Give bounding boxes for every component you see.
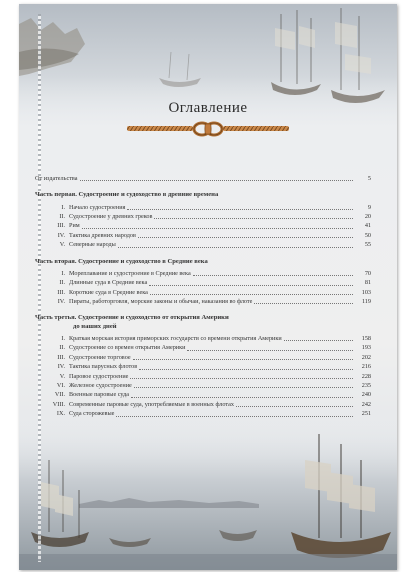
leader-dots: [236, 406, 353, 407]
leader-dots: [80, 180, 354, 181]
part-heading: [35, 314, 371, 330]
chapter-number: I.: [61, 334, 65, 342]
toc-entry-page: 202: [361, 353, 371, 361]
chapter-number: VIII.: [52, 400, 65, 408]
chapter-number: VII.: [54, 391, 65, 399]
toc-entry[interactable]: [35, 240, 371, 249]
rope-knot-ornament: [125, 121, 291, 137]
toc-entry[interactable]: [35, 372, 371, 381]
toc-entry-page: 235: [361, 381, 371, 389]
book-page: [19, 4, 397, 570]
toc-entry-page: 55: [364, 241, 371, 249]
toc-entry-label: Короткие суда в Средние века: [69, 288, 148, 296]
leader-dots: [139, 369, 353, 370]
leader-dots: [127, 209, 353, 210]
leader-dots: [133, 359, 353, 360]
toc-entry-label: Северные народы: [69, 241, 116, 249]
toc-entry-label: Современные паровые суда, употребляемые в военных флотах: [69, 400, 235, 408]
leader-dots: [116, 416, 353, 417]
toc-entry-label: Судостроение у древних греков: [69, 213, 153, 221]
part-heading: [35, 191, 371, 199]
toc-entry[interactable]: [35, 212, 371, 221]
part-heading-line: Часть вторая. Судостроение и судоходство в Средние века: [35, 257, 208, 265]
chapter-number: I.: [61, 269, 65, 277]
toc-entry[interactable]: [35, 203, 371, 212]
toc-entry-page: 158: [361, 334, 371, 342]
toc-entry-page: 50: [364, 231, 371, 239]
leader-dots: [154, 218, 353, 219]
chapter-number: IV.: [57, 363, 65, 371]
toc-entry[interactable]: [35, 231, 371, 240]
toc-entry[interactable]: [35, 288, 371, 297]
chapter-number: IX.: [56, 410, 65, 418]
toc-entry[interactable]: [35, 278, 371, 287]
chapter-number: VI.: [56, 381, 65, 389]
toc-entry-label: От издательства: [35, 175, 78, 182]
toc-entry[interactable]: [35, 221, 371, 230]
toc-entry[interactable]: [35, 343, 371, 352]
leader-dots: [138, 237, 353, 238]
toc-entry[interactable]: [35, 334, 371, 343]
leader-dots: [82, 228, 353, 229]
leader-dots: [187, 350, 353, 351]
leader-dots: [150, 294, 353, 295]
toc-entry-page: 216: [361, 363, 371, 371]
leader-dots: [254, 303, 353, 304]
page-title: Оглавление: [168, 100, 248, 116]
chapter-number: III.: [57, 288, 65, 296]
chapter-number: II.: [59, 213, 65, 221]
leader-dots: [284, 340, 353, 341]
part-heading-line: до наших дней: [73, 322, 117, 330]
toc-entry[interactable]: [35, 353, 371, 362]
toc-entry-label: Пираты, работорговля, морские законы и обычаи, наказания во флоте: [69, 298, 253, 306]
leader-dots: [149, 285, 353, 286]
toc-entry-page: 20: [364, 213, 371, 221]
toc-entry-label: Рим: [69, 222, 80, 230]
chapter-number: IV.: [57, 298, 65, 306]
toc-entry[interactable]: [35, 390, 371, 399]
chapter-number: III.: [57, 353, 65, 361]
part-heading: [35, 258, 371, 266]
chapter-number: V.: [59, 241, 65, 249]
chapter-number: V.: [59, 372, 65, 380]
chapter-number: II.: [59, 344, 65, 352]
leader-dots: [134, 387, 353, 388]
toc-entry-page: 70: [364, 269, 371, 277]
chapter-number: IV.: [57, 231, 65, 239]
toc-entry[interactable]: [35, 362, 371, 371]
table-of-contents: [35, 174, 371, 419]
toc-entry-label: Судостроение торговое: [69, 353, 131, 361]
toc-entry-page: 119: [361, 298, 371, 306]
toc-entry[interactable]: [35, 297, 371, 306]
toc-entry-page: 251: [361, 410, 371, 418]
leader-dots: [130, 378, 353, 379]
chapter-number: I.: [61, 203, 65, 211]
toc-entry-page: 240: [361, 391, 371, 399]
toc-entry[interactable]: [35, 269, 371, 278]
toc-entry-label: Тактика парусных флотов: [69, 363, 138, 371]
toc-entry-label: Краткая морская история приморских государств со времени открытия Америки: [69, 334, 282, 342]
part-heading-line: Часть первая. Судостроение и судоходство в древние времена: [35, 191, 219, 199]
bottom-ship-painting: [19, 420, 397, 570]
chapter-number: II.: [59, 279, 65, 287]
toc-entry-label: Тактика древних народов: [69, 231, 136, 239]
toc-entry-page: 193: [361, 344, 371, 352]
toc-entry-label: Начало судостроения: [69, 203, 126, 211]
toc-entry-label: Военные паровые суда: [69, 391, 129, 399]
toc-entry-intro[interactable]: [35, 174, 371, 183]
toc-entry[interactable]: [35, 381, 371, 390]
toc-entry-page: 81: [364, 279, 371, 287]
chapter-number: III.: [57, 222, 65, 230]
toc-entry-page: 5: [367, 175, 371, 182]
toc-entry-label: Судостроение со времен открытия Америки: [69, 344, 186, 352]
part-heading-line: Часть третья. Судостроение и судоходство от открытия Америки: [35, 314, 229, 322]
leader-dots: [118, 247, 353, 248]
toc-entry-page: 228: [361, 372, 371, 380]
toc-entry-label: Мореплавание и судостроение в Средние века: [69, 269, 191, 277]
leader-dots: [131, 397, 353, 398]
toc-entry-page: 242: [361, 400, 371, 408]
toc-entry[interactable]: [35, 400, 371, 409]
toc-entry[interactable]: [35, 409, 371, 418]
toc-entry-page: 9: [367, 203, 371, 211]
toc-entry-label: Железное судостроение: [69, 381, 132, 389]
toc-entry-page: 103: [361, 288, 371, 296]
toc-entry-label: Длинные суда в Средние века: [69, 279, 148, 287]
toc-entry-page: 41: [364, 222, 371, 230]
toc-entry-label: Суда сторожевые: [69, 410, 115, 418]
leader-dots: [193, 275, 353, 276]
toc-entry-label: Паровое судостроение: [69, 372, 129, 380]
